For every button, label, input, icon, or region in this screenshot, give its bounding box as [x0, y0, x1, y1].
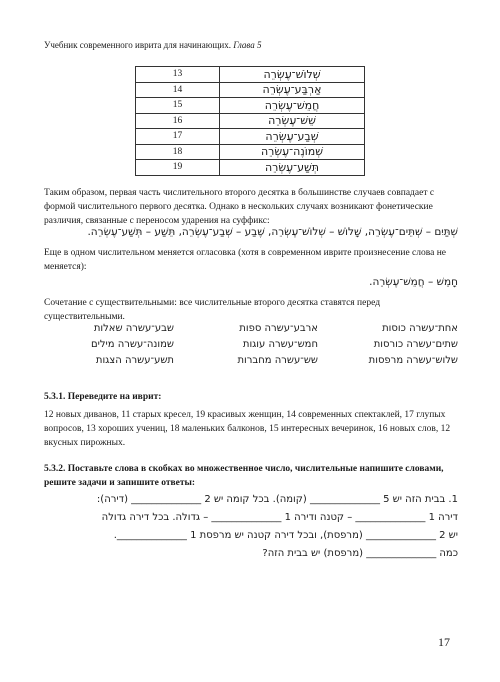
paragraph-nouns: Сочетание с существительными: все числительные второго десятка ставятся перед существительными.: [44, 298, 381, 322]
exercise-531-text: 12 новых диванов, 11 старых кресел, 19 красивых женщин, 14 современных спектаклей, 17 глупых вопросов, 13 хороших учениц, 18 маленьких балконов, 15 интересных вечеринок, 16 новых слов, 12 вкусных пирожных.: [44, 410, 451, 448]
number-row: [136, 82, 365, 98]
number-row: [136, 113, 365, 129]
number-digit: 18: [136, 144, 220, 160]
example-phrase: שלוש־עשרה מרפסות: [368, 355, 458, 366]
running-header: [44, 40, 262, 50]
number-digit: 19: [136, 160, 220, 176]
exercise-532-line: כמה ______________ (מרפסת) יש בבית הזה?: [262, 548, 458, 559]
hebrew-examples-stress: שְׁתַּיִם – שְׁתֵּים־עֶשְׂרֵה, שָׁלוֹשׁ – שְׁלוֹשׁ־עֶשְׂרֵה, שֶׁבַע – שְׁבַע־עֶשְׂרֵה, תֵּשַׁע – תְּשַׁע־עֶשְׂרֵה.: [87, 226, 458, 238]
number-digit: 17: [136, 129, 220, 145]
number-digit: 16: [136, 113, 220, 129]
number-row: [136, 67, 365, 83]
header-title: Учебник современного иврита для начинающих.: [44, 40, 231, 50]
paragraph-stress-shift: Таким образом, первая часть числительного второго десятка в большинстве случаев совпадает с формой числительного первого десятка. Однако в нескольких случаях возникают фонетические различия, связанные с переносом ударения на суффикс:: [44, 188, 435, 226]
exercise-532-title: 5.3.2. Поставьте слова в скобках во множественное число, числительные напишите словами, решите задачи и запишите ответы:: [44, 464, 444, 488]
number-hebrew: שְׁבַע־עֶשְׂרֵה: [220, 129, 365, 145]
example-phrase: ארבע־עשרה ספות: [239, 323, 318, 334]
example-phrase: שמונה־עשרה מילים: [90, 339, 174, 350]
exercise-531-title: 5.3.1. Переведите на иврит:: [44, 392, 162, 402]
example-phrase: שתים־עשרה כורסות: [373, 339, 458, 350]
examples-column-middle: [200, 323, 318, 371]
numbers-table: [135, 66, 365, 176]
number-hebrew: שְׁמוֹנֶה־עֶשְׂרֵה: [220, 144, 365, 160]
example-phrase: שבע־עשרה שאלות: [93, 323, 174, 334]
number-row: [136, 144, 365, 160]
example-phrase: שש־עשרה מחברות: [237, 355, 318, 366]
example-phrase: תשע־עשרה הצגות: [95, 355, 174, 366]
number-row: [136, 160, 365, 176]
number-row: [136, 129, 365, 145]
examples-column-left: [56, 323, 174, 371]
page-number: 17: [438, 635, 450, 649]
examples-column-right: [340, 323, 458, 371]
number-hebrew: שֵׁשׁ־עֶשְׂרֵה: [220, 113, 365, 129]
number-digit: 14: [136, 82, 220, 98]
exercise-532-line: 1. בבית הזה יש 5 ______________ (קומה). בכל קומה יש 2 ______________ (דירה):: [96, 494, 458, 505]
number-row: [136, 98, 365, 114]
header-chapter: Глава 5: [233, 40, 262, 50]
exercise-532-line: דירה 1 ______________ – קטנה ודירה 1 ______________ – גדולה. בכל דירה גדולה: [101, 512, 458, 523]
number-hebrew: אַרְבַּע־עֶשְׂרֵה: [220, 82, 365, 98]
number-hebrew: שְׁלוֹשׁ־עֶשְׂרֵה: [220, 67, 365, 83]
number-hebrew: תְּשַׁע־עֶשְׂרֵה: [220, 160, 365, 176]
example-phrase: חמש־עשרה עוגות: [242, 339, 318, 350]
exercise-532-line: יש 2 ______________ (מרפסת), ובכל דירה קטנה יש מרפסת 1 ______________.: [113, 530, 458, 541]
number-hebrew: חֲמֵשׁ־עֶשְׂרֵה: [220, 98, 365, 114]
number-digit: 13: [136, 67, 220, 83]
hebrew-example-vowel: חָמֵשׁ – חֲמֵשׁ־עֶשְׂרֵה.: [369, 276, 458, 288]
paragraph-vowel-change: Еще в одном числительном меняется огласовка (хотя в современном иврите произнесение слова не меняется):: [44, 248, 447, 272]
example-phrase: אחת־עשרה כוסות: [382, 323, 458, 334]
number-digit: 15: [136, 98, 220, 114]
